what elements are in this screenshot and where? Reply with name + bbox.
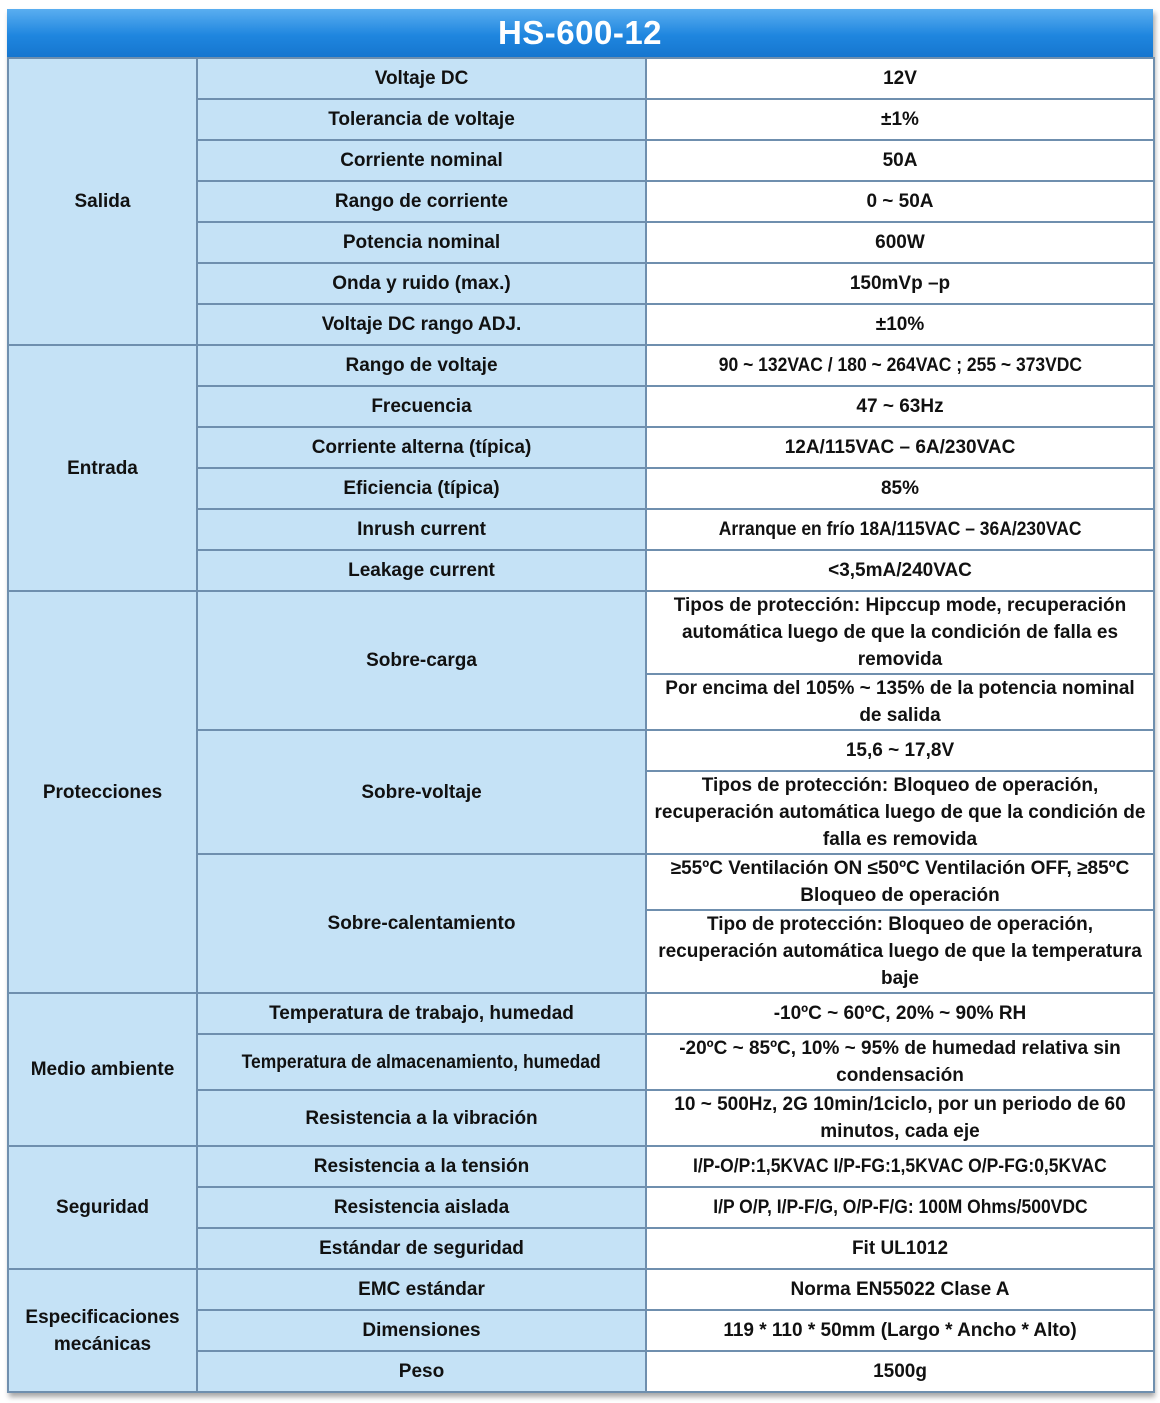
value-cell: 12A/115VAC – 6A/230VAC [646, 427, 1154, 468]
value-cell: Tipo de protección: Bloqueo de operación, recuperación automática luego de que la temperatura baje [646, 910, 1154, 993]
param-cell: Rango de corriente [197, 181, 646, 222]
value-cell: 600W [646, 222, 1154, 263]
value-cell: -10ºC ~ 60ºC, 20% ~ 90% RH [646, 993, 1154, 1034]
table-row [8, 591, 1154, 674]
value-cell [646, 345, 1154, 386]
param-cell: Voltaje DC [197, 58, 646, 99]
category-medio-ambiente: Medio ambiente [8, 993, 197, 1146]
param-cell: Frecuencia [197, 386, 646, 427]
table-row [8, 58, 1154, 99]
param-cell: EMC estándar [197, 1269, 646, 1310]
param-cell: Corriente alterna (típica) [197, 427, 646, 468]
model-title: HS-600-12 [7, 9, 1153, 57]
category-protecciones: Protecciones [8, 591, 197, 993]
param-cell: Estándar de seguridad [197, 1228, 646, 1269]
value-text: I/P O/P, I/P-F/G, O/P-F/G: 100M Ohms/500VDC [712, 1197, 1088, 1218]
category-entrada: Entrada [8, 345, 197, 591]
param-cell [197, 1034, 646, 1090]
table-row [8, 1269, 1154, 1310]
value-cell: Por encima del 105% ~ 135% de la potencia nominal de salida [646, 674, 1154, 730]
category-especificaciones-mecanicas: Especificaciones mecánicas [8, 1269, 197, 1392]
value-text: I/P-O/P:1,5KVAC I/P-FG:1,5KVAC O/P-FG:0,5KVAC [693, 1156, 1107, 1177]
value-cell: Fit UL1012 [646, 1228, 1154, 1269]
value-cell [646, 509, 1154, 550]
table-row [8, 1146, 1154, 1187]
value-cell: 1500g [646, 1351, 1154, 1392]
param-cell: Inrush current [197, 509, 646, 550]
value-cell [646, 1187, 1154, 1228]
category-seguridad: Seguridad [8, 1146, 197, 1269]
value-cell: <3,5mA/240VAC [646, 550, 1154, 591]
param-cell: Sobre-calentamiento [197, 854, 646, 993]
value-cell: 150mVp –p [646, 263, 1154, 304]
param-cell: Dimensiones [197, 1310, 646, 1351]
value-cell: ±1% [646, 99, 1154, 140]
spec-sheet [7, 9, 1153, 1393]
value-text: 90 ~ 132VAC / 180 ~ 264VAC ; 255 ~ 373VDC [718, 355, 1082, 376]
value-cell: 119 * 110 * 50mm (Largo * Ancho * Alto) [646, 1310, 1154, 1351]
table-row [8, 993, 1154, 1034]
param-cell: Sobre-carga [197, 591, 646, 730]
value-cell: 12V [646, 58, 1154, 99]
param-cell: Resistencia a la vibración [197, 1090, 646, 1146]
value-cell: 47 ~ 63Hz [646, 386, 1154, 427]
param-cell: Voltaje DC rango ADJ. [197, 304, 646, 345]
param-cell: Rango de voltaje [197, 345, 646, 386]
param-cell: Peso [197, 1351, 646, 1392]
value-cell: 85% [646, 468, 1154, 509]
value-cell: 10 ~ 500Hz, 2G 10min/1ciclo, por un periodo de 60 minutos, cada eje [646, 1090, 1154, 1146]
value-cell: -20ºC ~ 85ºC, 10% ~ 95% de humedad relativa sin condensación [646, 1034, 1154, 1090]
param-cell: Eficiencia (típica) [197, 468, 646, 509]
value-cell: ≥55ºC Ventilación ON ≤50ºC Ventilación OFF, ≥85ºC Bloqueo de operación [646, 854, 1154, 910]
table-row [8, 345, 1154, 386]
param-cell: Corriente nominal [197, 140, 646, 181]
value-cell: Tipos de protección: Bloqueo de operación, recuperación automática luego de que la condición de falla es removida [646, 771, 1154, 854]
param-text: Temperatura de almacenamiento, humedad [241, 1051, 602, 1073]
value-cell: Norma EN55022 Clase A [646, 1269, 1154, 1310]
param-cell: Sobre-voltaje [197, 730, 646, 854]
value-cell: 0 ~ 50A [646, 181, 1154, 222]
category-salida: Salida [8, 58, 197, 345]
param-cell: Resistencia aislada [197, 1187, 646, 1228]
param-cell: Temperatura de trabajo, humedad [197, 993, 646, 1034]
param-cell: Leakage current [197, 550, 646, 591]
value-cell: 15,6 ~ 17,8V [646, 730, 1154, 771]
param-cell: Resistencia a la tensión [197, 1146, 646, 1187]
value-cell: 50A [646, 140, 1154, 181]
value-text: Arranque en frío 18A/115VAC – 36A/230VAC [718, 519, 1082, 540]
value-cell: Tipos de protección: Hipccup mode, recuperación automática luego de que la condición de falla es removida [646, 591, 1154, 674]
value-cell: ±10% [646, 304, 1154, 345]
spec-table [7, 57, 1155, 1393]
param-cell: Tolerancia de voltaje [197, 99, 646, 140]
value-cell [646, 1146, 1154, 1187]
param-cell: Onda y ruido (max.) [197, 263, 646, 304]
param-cell: Potencia nominal [197, 222, 646, 263]
